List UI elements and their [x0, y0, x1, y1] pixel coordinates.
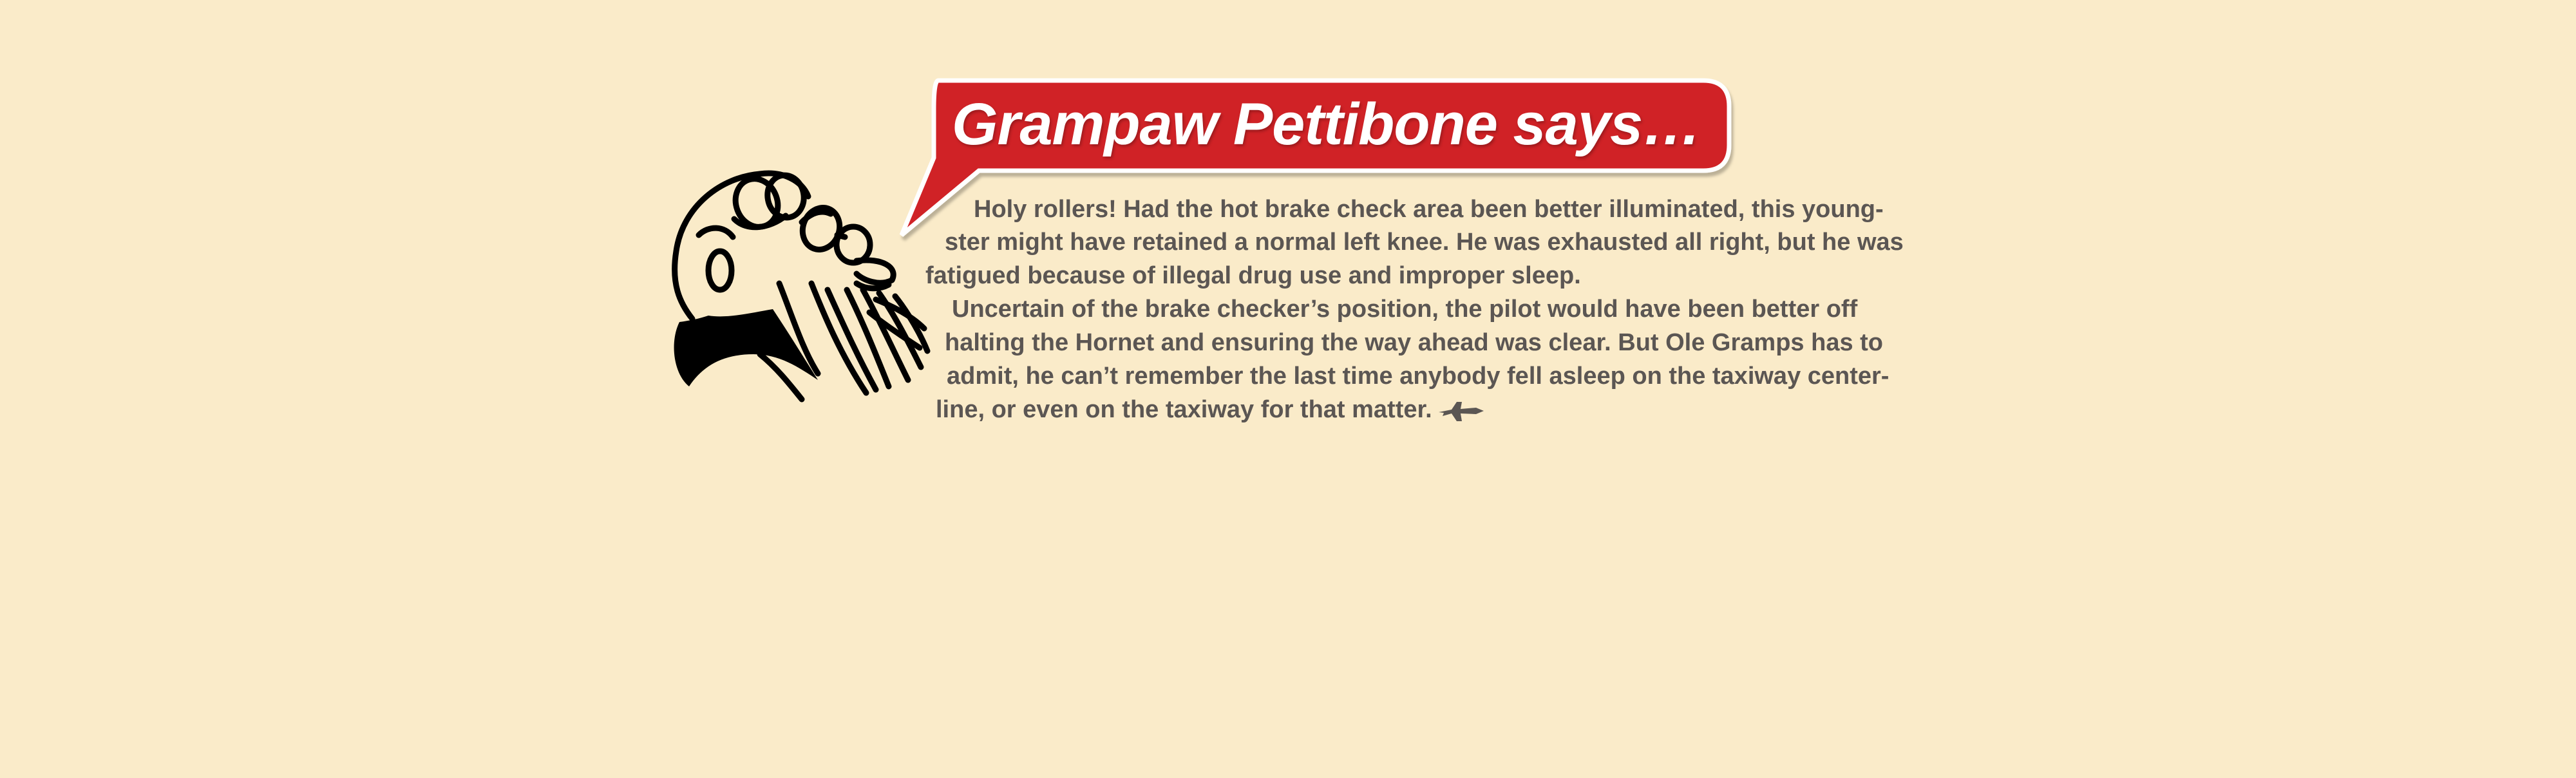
body-line-6: admit, he can’t remember the last time anybody fell asleep on the taxiway center- [947, 363, 1889, 390]
body-line-2: ster might have retained a normal left knee. He was exhausted all right, but he was [945, 229, 1904, 256]
body-line-4: Uncertain of the brake checker’s position, the pilot would have been better off [952, 296, 1858, 323]
jet-end-mark-icon [1437, 399, 1485, 424]
body-line-1: Holy rollers! Had the hot brake check area been better illuminated, this young- [974, 196, 1884, 223]
body-line-5: halting the Hornet and ensuring the way ahead was clear. But Ole Gramps has to [945, 329, 1884, 356]
body-line-7: line, or even on the taxiway for that matter. [936, 396, 1432, 423]
page-title: Grampaw Pettibone says… [952, 91, 1701, 157]
body-line-3: fatigued because of illegal drug use and improper sleep. [925, 262, 1581, 289]
